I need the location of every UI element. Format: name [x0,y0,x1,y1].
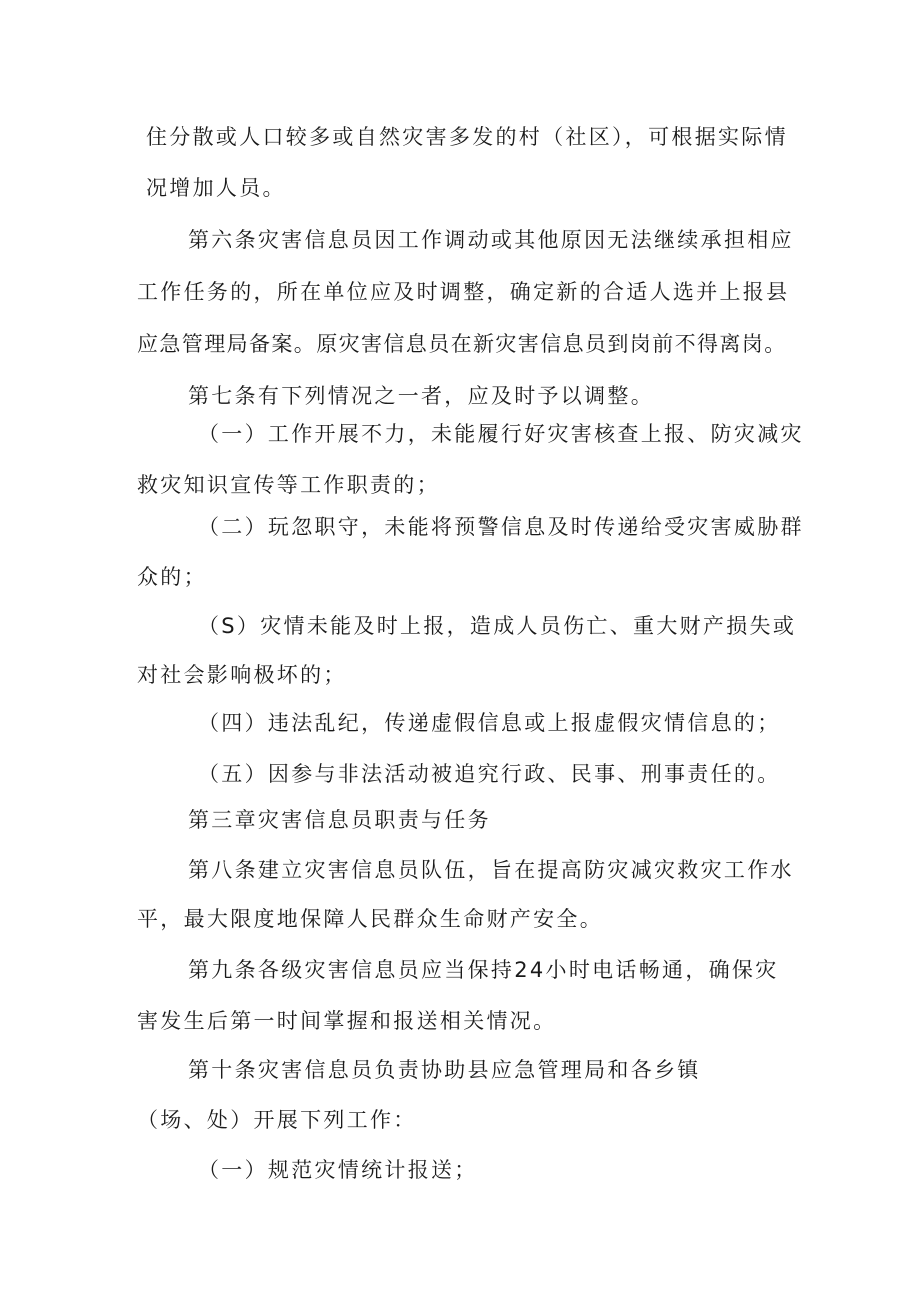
text-line: 况增加人员。 [146,176,286,200]
text-line: 工作任务的，所在单位应及时调整，确定新的合适人选并上报县 [137,280,790,304]
text-line: 住分散或人口较多或自然灾害多发的村（社区），可根据实际情 [146,125,788,149]
text-line: 众的； [137,565,207,589]
article-6-line: 第六条灾害信息员因工作调动或其他原因无法继续承担相应 [188,228,794,252]
text-line: 对社会影响极坏的； [137,663,347,687]
text-line: 害发生后第一时间掌握和报送相关情况。 [137,1009,557,1033]
chapter-heading: 第三章灾害信息员职责与任务 [188,808,491,832]
article-7-line: 第七条有下列情况之一者，应及时予以调整。 [188,384,654,408]
text-line: （场、处）开展下列工作： [137,1108,417,1132]
text-line: 平，最大限度地保障人民群众生命财产安全。 [137,907,603,931]
text-line: 应急管理局备案。原灾害信息员在新灾害信息员到岗前不得离岗。 [137,332,787,356]
article-8-line: 第八条建立灾害信息员队伍，旨在提高防灾减灾救灾工作水 [188,858,794,882]
list-item-4: （四）违法乱纪，传递虚假信息或上报虚假灾情信息的； [198,711,781,735]
list-item-3: （S）灾情未能及时上报，造成人员伤亡、重大财产损失或 [198,614,797,638]
list-item-1: （一）规范灾情统计报送； [198,1158,478,1182]
text-line: 救灾知识宣传等工作职责的； [137,473,440,497]
list-item-5: （五）因参与非法活动被追究行政、民事、刑事责任的。 [198,762,781,786]
list-item-1: （一）工作开展不力，未能履行好灾害核查上报、防灾减灾 [198,422,804,446]
article-9-line: 第九条各级灾害信息员应当保持24小时电话畅通，确保灾 [188,958,779,982]
article-10-line: 第十条灾害信息员负责协助县应急管理局和各乡镇 [188,1058,701,1082]
list-item-2: （二）玩忽职守，未能将预警信息及时传递给受灾害威胁群 [198,515,804,539]
